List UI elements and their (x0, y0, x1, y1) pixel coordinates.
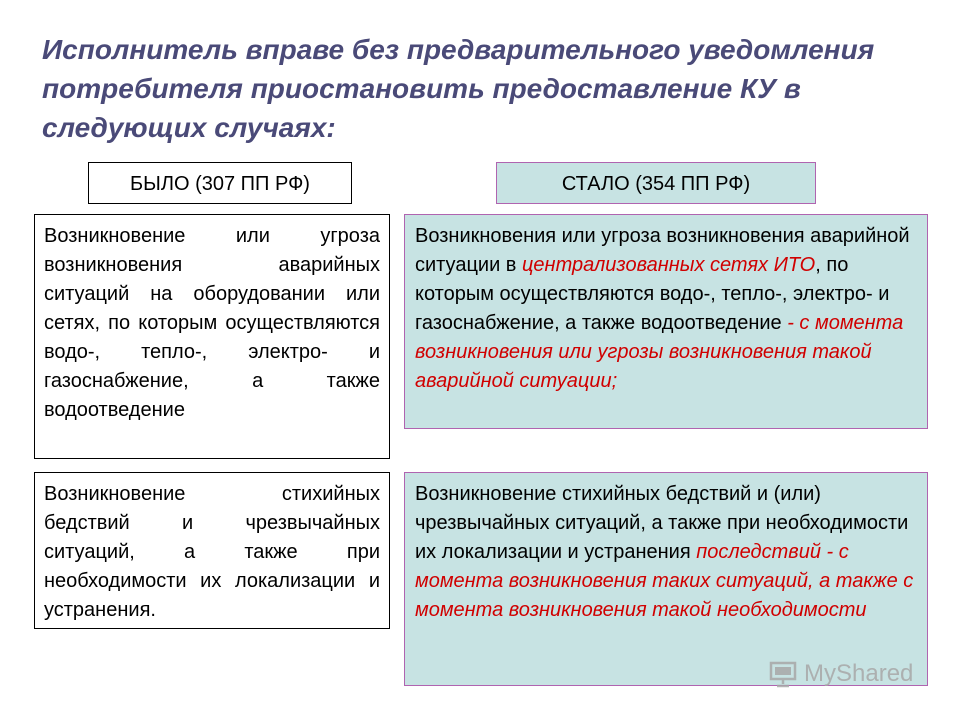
new-item-1 (404, 214, 928, 429)
watermark-text: MyShared (804, 660, 914, 687)
new-item-2-highlight: последствий - с момента возникновения таких ситуаций, а также с момента возникновения такой необходимости (415, 541, 914, 621)
new-item-1-text-a: Возникновения или угроза возникновения аварийной ситуации в (415, 225, 910, 276)
old-item-2: Возникновение стихийных бедствий и чрезвычайных ситуаций, а также при необходимости их локализации и устранения. (34, 472, 390, 629)
new-item-1-highlight-b: - с момента возникновения или угрозы возникновения такой аварийной ситуации; (415, 312, 904, 392)
new-item-2-text: Возникновение стихийных бедствий и (или) чрезвычайных ситуаций, а также при необходимости их локализации и устранения (415, 483, 909, 563)
new-column-header: СТАЛО (354 ПП РФ) (496, 162, 816, 204)
new-item-1-highlight-a: централизованных сетях ИТО (522, 254, 816, 276)
slide-title: Исполнитель вправе без предварительного уведомления потребителя приостановить предоставление КУ в следующих случаях: (42, 34, 875, 143)
watermark (768, 658, 913, 690)
old-column-header: БЫЛО (307 ПП РФ) (88, 162, 352, 204)
presentation-icon (768, 659, 798, 689)
new-item-2 (404, 472, 928, 686)
old-item-1: Возникновение или угроза возникновения аварийных ситуаций на оборудовании или сетях, по которым осуществляются водо-, тепло-, электро- и газоснабжение, а также водоотведение (34, 214, 390, 459)
new-item-1-text-b: , по которым осуществляются водо-, тепло-, электро- и газоснабжение, а также водоотведение (415, 254, 890, 334)
